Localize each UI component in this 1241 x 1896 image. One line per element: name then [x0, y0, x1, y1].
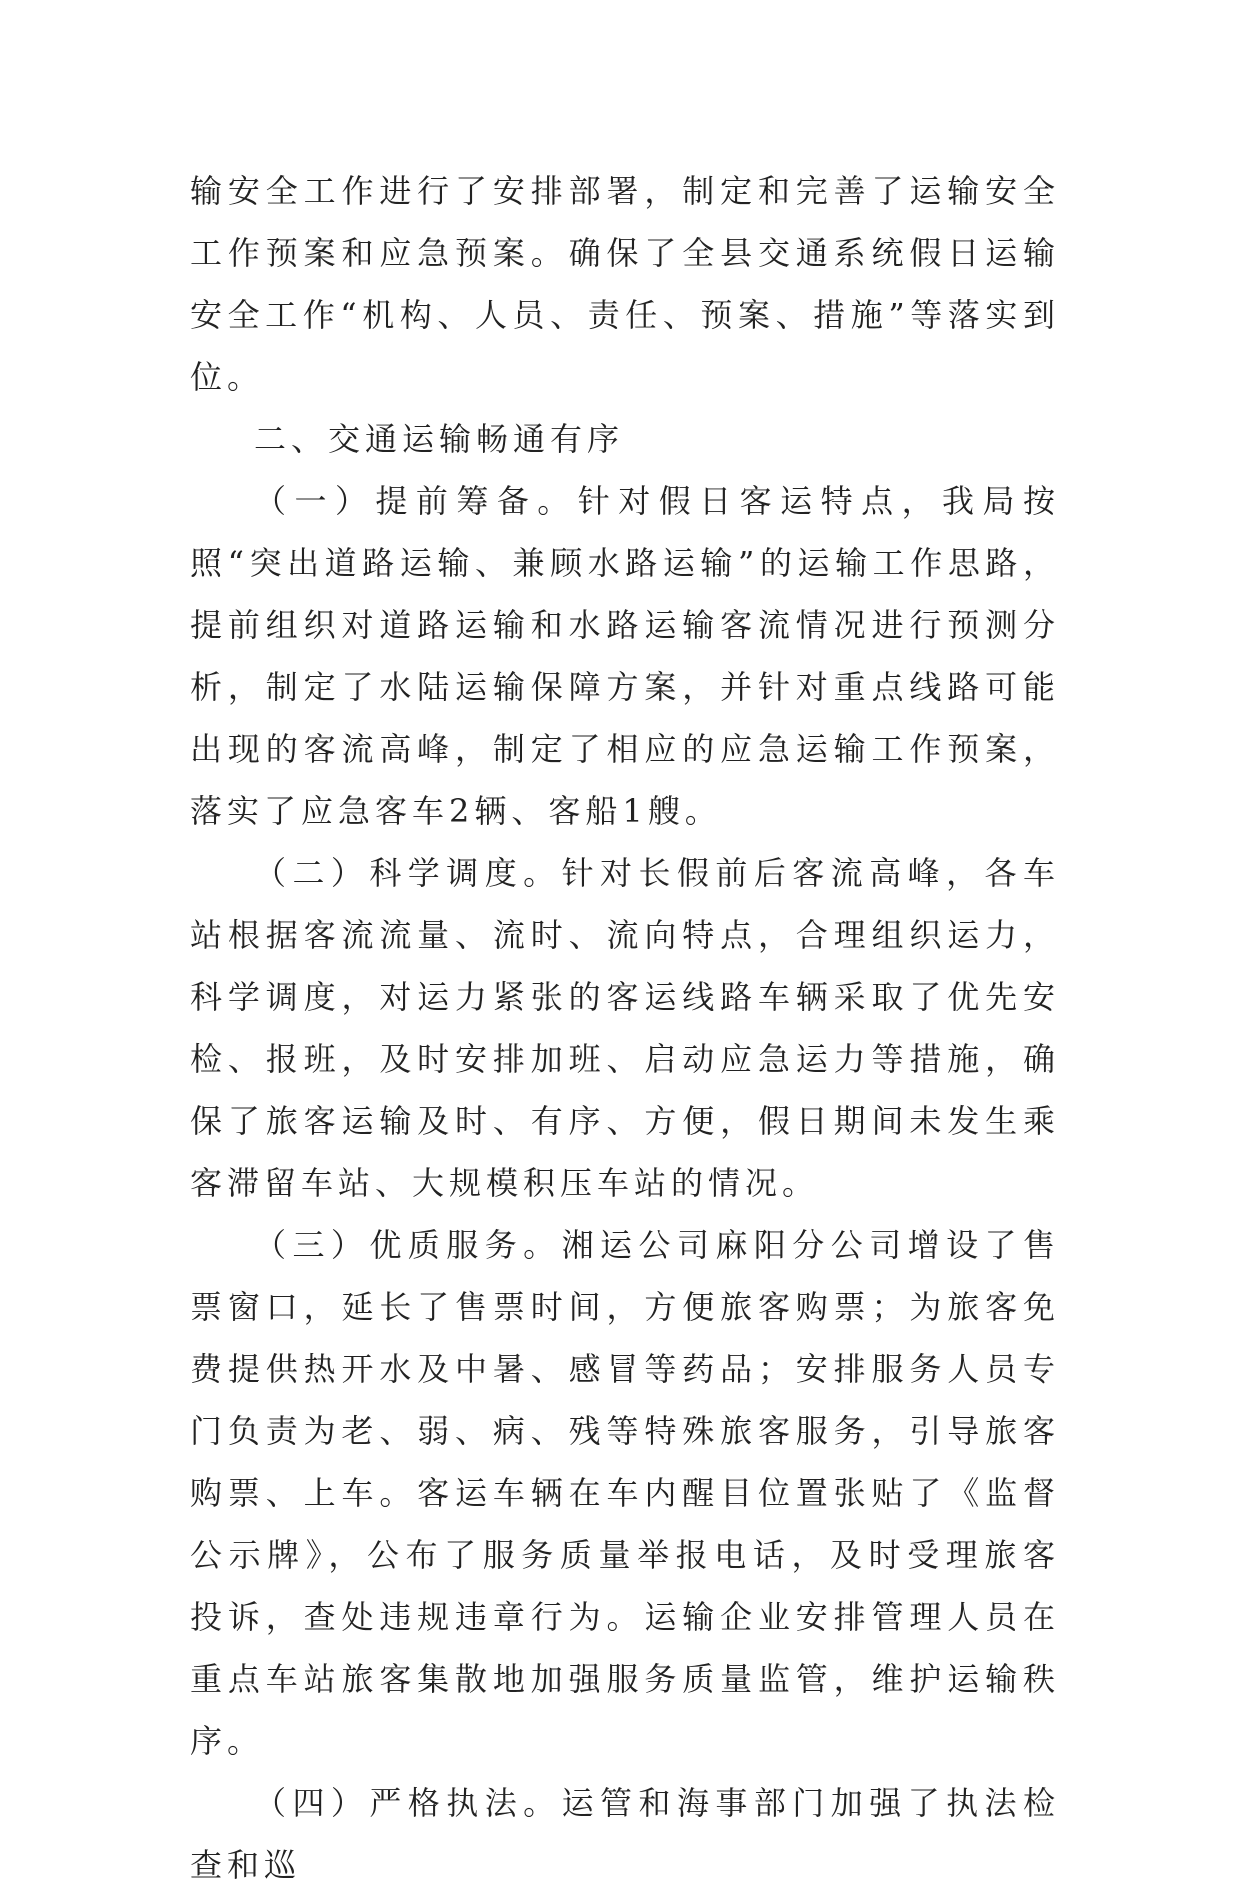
paragraph-strict-enforcement: （四）严格执法。运管和海事部门加强了执法检查和巡 [190, 1784, 1060, 1884]
paragraph-advance-preparation: （一）提前筹备。针对假日客运特点，我局按照“突出道路运输、兼顾水路运输”的运输工作思路，提前组织对道路运输和水路运输客流情况进行预测分析，制定了水陆运输保障方案，并针对重点线路可能出现的客流高峰，制定了相应的应急运输工作预案，落实了应急客车2辆、客船1艘。 [190, 482, 1060, 830]
paragraph-scientific-dispatch: （二）科学调度。针对长假前后客流高峰，各车站根据客流流量、流时、流向特点，合理组织运力，科学调度，对运力紧张的客运线路车辆采取了优先安检、报班，及时安排加班、启动应急运力等措施，确保了旅客运输及时、有序、方便，假日期间未发生乘客滞留车站、大规模积压车站的情况。 [190, 854, 1060, 1202]
body-text [190, 160, 1060, 1896]
paragraph-quality-service: （三）优质服务。湘运公司麻阳分公司增设了售票窗口，延长了售票时间，方便旅客购票；为旅客免费提供热开水及中暑、感冒等药品；安排服务人员专门负责为老、弱、病、残等特殊旅客服务，引导旅客购票、上车。客运车辆在车内醒目位置张贴了《监督公示牌》，公布了服务质量举报电话，及时受理旅客投诉，查处违规违章行为。运输企业安排管理人员在重点车站旅客集散地加强服务质量监管，维护运输秩序。 [190, 1226, 1060, 1760]
paragraph-continuation: 输安全工作进行了安排部署，制定和完善了运输安全工作预案和应急预案。确保了全县交通系统假日运输安全工作“机构、人员、责任、预案、措施”等落实到位。 [190, 172, 1060, 396]
section-heading: 二、交通运输畅通有序 [254, 420, 625, 458]
